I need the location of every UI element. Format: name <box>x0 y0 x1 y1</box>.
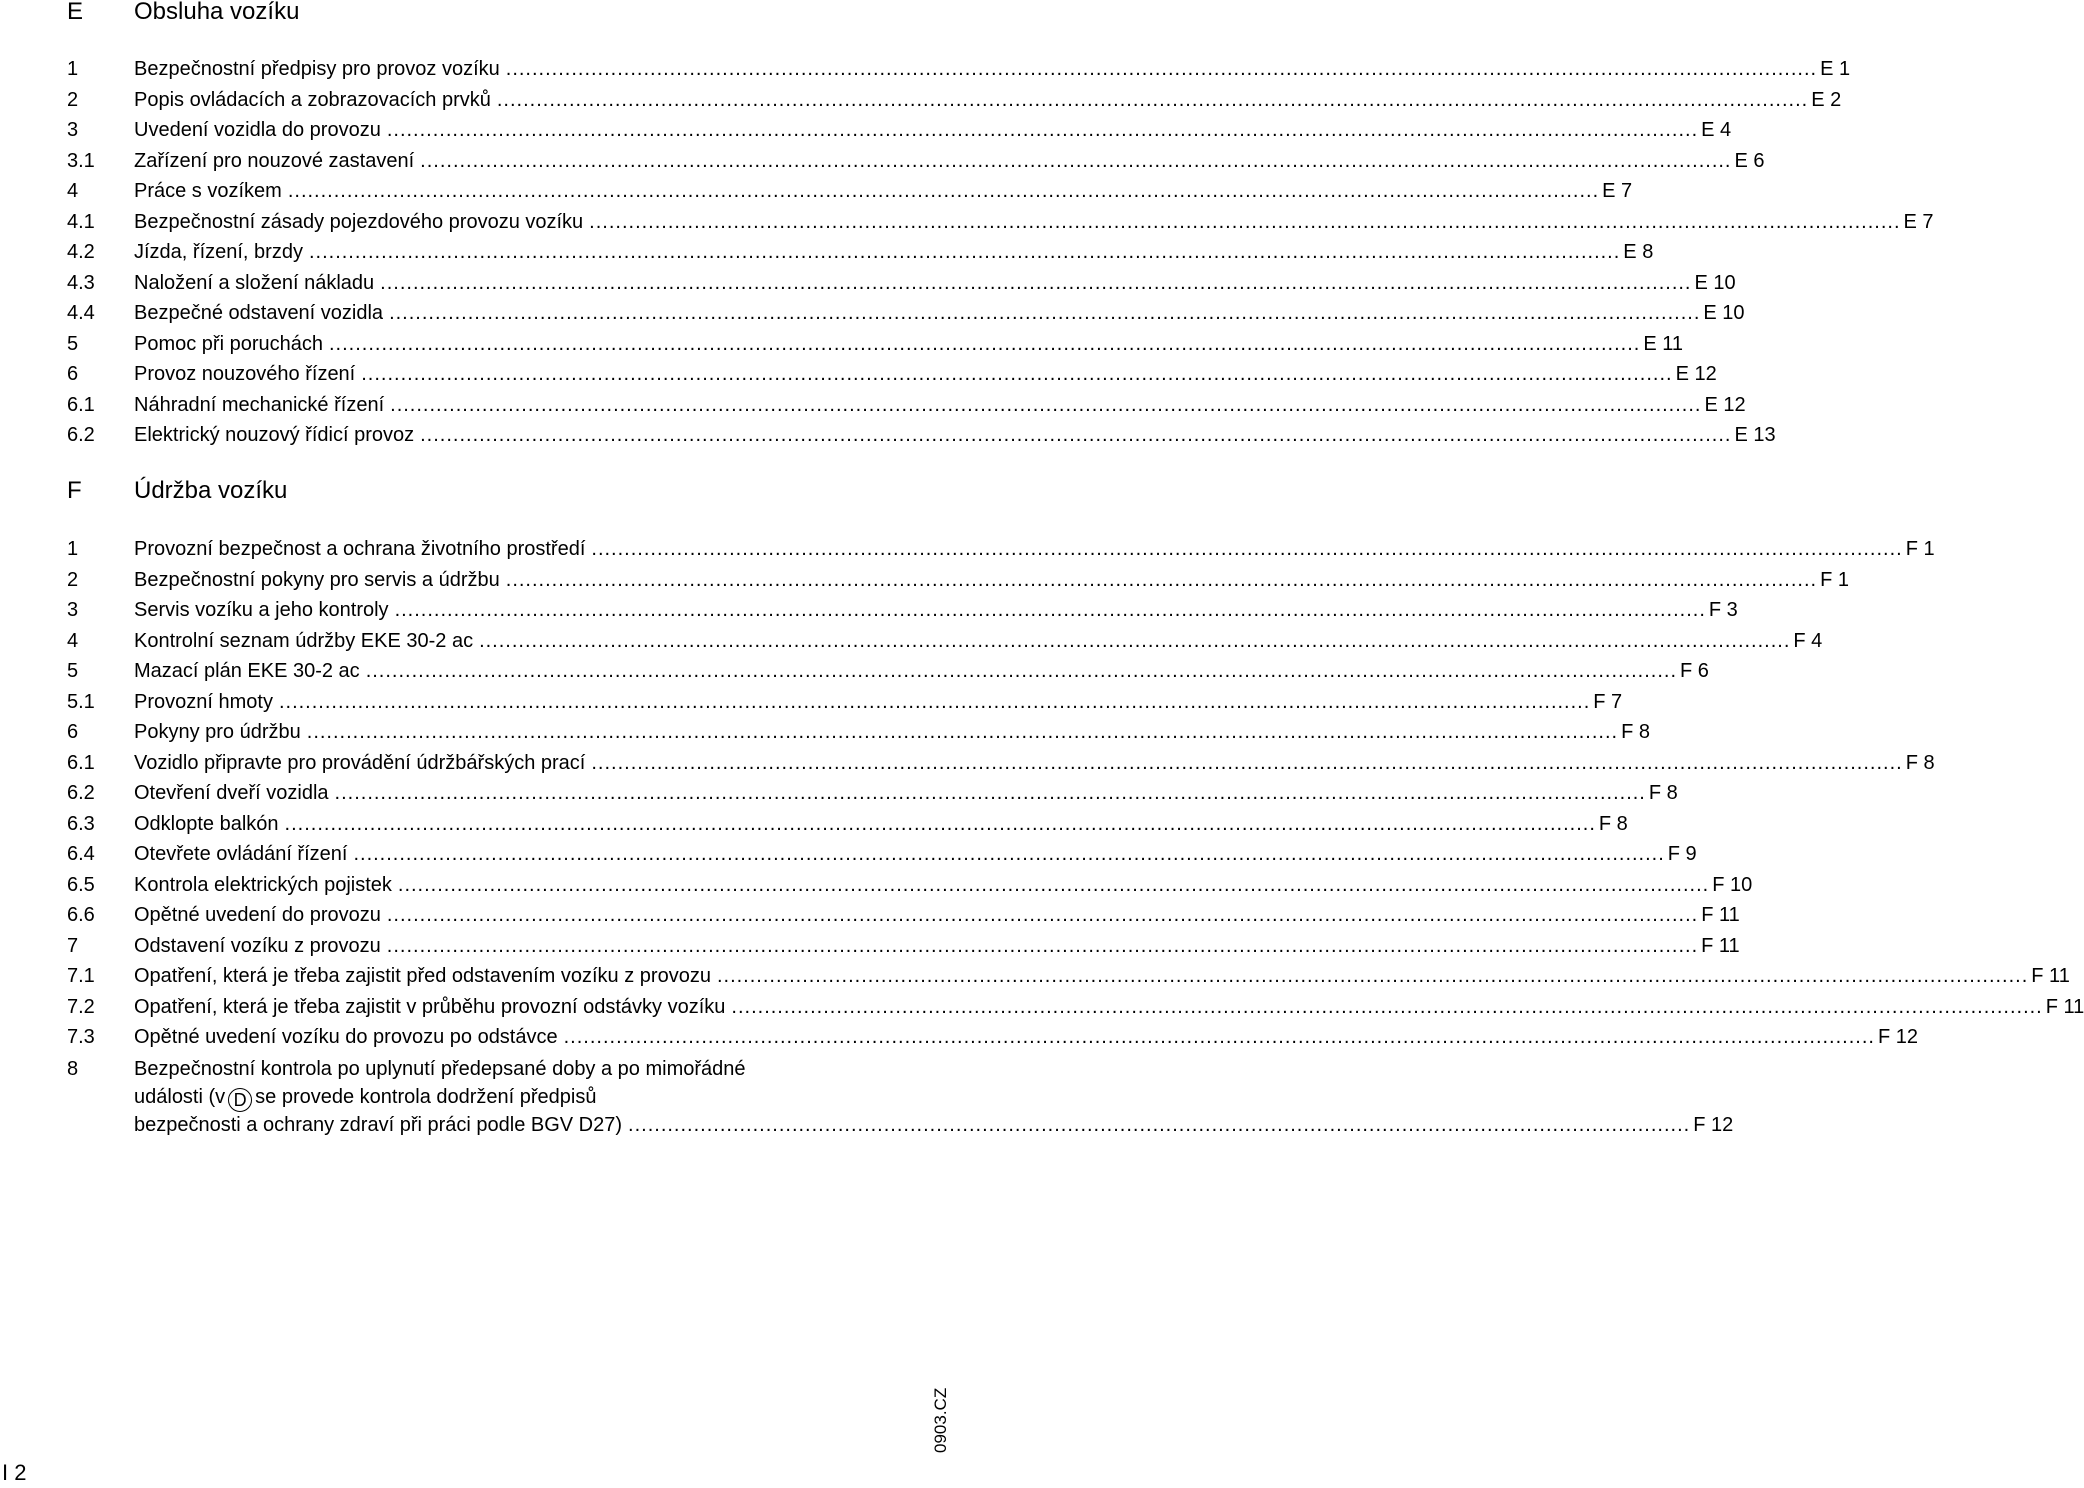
toc-label: Elektrický nouzový řídicí provoz <box>134 424 415 446</box>
toc-entry-line <box>134 534 1935 564</box>
toc-page: F 1 <box>1905 538 1935 560</box>
toc-leader-dots: ........................................................................................................................................................................................................ <box>386 904 1699 926</box>
toc-page: F 12 <box>1877 1026 1918 1048</box>
toc-leader-dots: ........................................................................................................................................................................................................ <box>386 119 1699 141</box>
toc-label: Servis vozíku a jeho kontroly <box>134 599 389 621</box>
toc-entry-line <box>134 687 1623 717</box>
toc-number: 7.2 <box>67 995 95 1018</box>
toc-entry-line <box>134 298 1745 328</box>
toc-page: F 8 <box>1648 782 1678 804</box>
toc-entry[interactable] <box>0 656 1709 687</box>
toc-leader-dots: ........................................................................................................................................................................................................ <box>505 568 1818 591</box>
toc-leader-dots: ........................................................................................................................................................................................................ <box>589 210 1901 233</box>
toc-page: F 11 <box>2045 995 2084 1018</box>
toc-page: E 12 <box>1704 393 1746 416</box>
toc-entry-line <box>134 717 1650 747</box>
toc-leader-dots: ........................................................................................................................................................................................................ <box>284 812 1596 835</box>
toc-label: Popis ovládacích a zobrazovacích prvků <box>134 88 491 111</box>
toc-entry[interactable] <box>0 961 2070 992</box>
toc-entry-line <box>134 595 1738 625</box>
toc-entry[interactable] <box>0 359 1717 390</box>
toc-number: 8 <box>67 1058 79 1080</box>
toc-page: F 3 <box>1708 599 1738 621</box>
toc-leader-dots: ........................................................................................................................................................................................................ <box>308 241 1621 263</box>
toc-entry-line <box>134 176 1633 206</box>
toc-entry[interactable] <box>0 54 1851 85</box>
toc-entry[interactable] <box>0 931 1740 962</box>
toc-label: Bezpečnostní předpisy pro provoz vozíku <box>134 58 500 80</box>
toc-number: 4 <box>67 180 79 202</box>
toc-label: Zařízení pro nouzové zastavení <box>134 149 415 172</box>
toc-page: E 2 <box>1811 88 1842 111</box>
toc-leader-dots: ........................................................................................................................................................................................................ <box>563 1026 1875 1048</box>
toc-number: 3 <box>67 119 79 141</box>
toc-number: 6.5 <box>67 873 95 896</box>
toc-label: Bezpečnostní zásady pojezdového provozu vozíku <box>134 210 584 233</box>
toc-entry[interactable] <box>0 146 1765 177</box>
toc-label: Opětné uvedení do provozu <box>134 904 381 926</box>
section-letter: E <box>67 0 84 25</box>
toc-label: Opatření, která je třeba zajistit před odstavením vozíku z provozu <box>134 965 711 987</box>
toc-entry[interactable] <box>0 420 1776 451</box>
toc-number: 1 <box>67 538 79 560</box>
toc-leader-dots: ........................................................................................................................................................................................................ <box>394 599 1706 621</box>
toc-number: 5 <box>67 660 79 682</box>
toc-entry-line <box>134 778 1678 808</box>
toc-number: 4.2 <box>67 241 95 263</box>
toc-number: 2 <box>67 88 79 111</box>
toc-label: Práce s vozíkem <box>134 180 282 202</box>
section-title: Údržba vozíku <box>134 477 288 504</box>
toc-entry[interactable] <box>0 268 1736 299</box>
toc-entry[interactable] <box>0 329 1683 360</box>
toc-leader-dots: ........................................................................................................................................................................................................ <box>420 424 1732 446</box>
section-letter: F <box>67 477 82 504</box>
toc-entry-line <box>134 931 1740 961</box>
toc-entry[interactable] <box>0 778 1678 809</box>
toc-entry[interactable] <box>0 900 1740 931</box>
toc-entry[interactable] <box>0 687 1623 718</box>
toc-number: 4.1 <box>67 210 95 233</box>
toc-number: 4.4 <box>67 302 95 324</box>
toc-line-1: Bezpečnostní kontrola po uplynutí předepsané doby a po mimořádné <box>134 1058 746 1080</box>
toc-label: Opětné uvedení vozíku do provozu po odstávce <box>134 1026 558 1048</box>
toc-entry-line <box>134 748 1935 778</box>
toc-line-2-before: události (v <box>134 1086 226 1108</box>
toc-entry-line <box>134 115 1732 145</box>
toc-page: F 10 <box>1712 873 1753 896</box>
toc-page: F 8 <box>1621 721 1650 743</box>
toc-entry[interactable] <box>0 298 1745 329</box>
toc-label: Naložení a složení nákladu <box>134 271 375 294</box>
toc-entry-line <box>134 207 1934 237</box>
toc-page: F 11 <box>1701 904 1740 926</box>
toc-leader-dots: ........................................................................................................................................................................................................ <box>353 843 1665 865</box>
toc-page: F 11 <box>2031 965 2070 987</box>
toc-label: Uvedení vozidla do provozu <box>134 119 381 141</box>
toc-label: Provozní hmoty <box>134 690 273 713</box>
toc-leader-dots: ........................................................................................................................................................................................................ <box>496 88 1809 111</box>
toc-leader-dots: ........................................................................................................................................................................................................ <box>479 629 1791 652</box>
toc-page: E 1 <box>1820 58 1851 80</box>
toc-list-f <box>0 534 2084 1053</box>
toc-number: 6.2 <box>67 424 95 446</box>
toc-page: E 11 <box>1643 332 1683 355</box>
toc-label: Kontrolní seznam údržby EKE 30-2 ac <box>134 629 474 652</box>
toc-list-e <box>0 54 1934 451</box>
toc-page: F 7 <box>1593 690 1623 713</box>
toc-entry-line <box>134 992 2084 1022</box>
toc-number: 6.6 <box>67 904 95 926</box>
toc-page: E 10 <box>1703 302 1745 324</box>
document-code: 0903.CZ <box>931 1387 950 1453</box>
toc-entry-line <box>134 359 1717 389</box>
toc-label: Vozidlo připravte pro provádění údržbářských prací <box>134 751 586 774</box>
toc-page: E 13 <box>1734 424 1776 446</box>
toc-entry-line <box>134 626 1823 656</box>
toc-entry[interactable] <box>0 809 1628 840</box>
toc-leader-dots: ........................................................................................................................................................................................................ <box>731 995 2043 1018</box>
toc-leader-dots: ........................................................................................................................................................................................................ <box>591 751 1903 774</box>
toc-label: Otevření dveří vozidla <box>134 782 329 804</box>
toc-label: Odklopte balkón <box>134 812 279 835</box>
toc-leader-dots: ........................................................................................................................................................................................................ <box>397 873 1710 896</box>
toc-page: E 8 <box>1623 241 1654 263</box>
toc-number: 7 <box>67 934 79 957</box>
toc-page: E 10 <box>1694 271 1736 294</box>
toc-number: 2 <box>67 568 79 591</box>
toc-page: F 9 <box>1667 843 1697 865</box>
toc-entry-line <box>134 839 1697 869</box>
toc-label: Náhradní mechanické řízení <box>134 393 385 416</box>
toc-label: Pomoc při poruchách <box>134 332 323 355</box>
toc-leader-dots: ........................................................................................................................................................................................................ <box>365 660 1678 682</box>
toc-entry[interactable] <box>0 1022 1918 1053</box>
toc-page: E 4 <box>1701 119 1732 141</box>
toc-number: 3 <box>67 599 79 621</box>
toc-label: Provoz nouzového řízení <box>134 363 356 385</box>
toc-page: F 8 <box>1598 812 1628 835</box>
toc-leader-dots: ........................................................................................................................................................................................................ <box>389 302 1701 324</box>
toc-entry-line <box>134 809 1628 839</box>
toc-page: E 7 <box>1903 210 1934 233</box>
toc-leader-dots: ........................................................................................................................................................................................................ <box>420 149 1732 172</box>
toc-label: Kontrola elektrických pojistek <box>134 873 392 896</box>
toc-entry-line <box>134 420 1776 450</box>
toc-page: E 7 <box>1602 180 1633 202</box>
toc-label: Pokyny pro údržbu <box>134 721 301 743</box>
toc-page: F 4 <box>1793 629 1823 652</box>
toc-entry-line <box>134 961 2070 991</box>
toc-label: Bezpečnostní pokyny pro servis a údržbu <box>134 568 500 591</box>
toc-entry[interactable] <box>0 390 1746 421</box>
toc-entry-line <box>134 146 1765 176</box>
toc-page: F 8 <box>1905 751 1935 774</box>
toc-leader-dots: ........................................................................................................................................................................................................ <box>390 393 1702 416</box>
toc-label: Otevřete ovládání řízení <box>134 843 348 865</box>
toc-number: 5 <box>67 332 79 355</box>
toc-line-2-after: se provede kontrola dodržení předpisů <box>255 1086 597 1108</box>
toc-entry[interactable] <box>0 85 1842 116</box>
toc-entry[interactable] <box>0 207 1934 238</box>
toc-page: F 6 <box>1680 660 1709 682</box>
toc-leader-dots: ........................................................................................................................................................................................................ <box>306 721 1619 743</box>
toc-number: 6.4 <box>67 843 95 865</box>
page-number: I 2 <box>2 1460 27 1485</box>
section-f-heading <box>0 474 960 508</box>
toc-line-3 <box>134 1111 1734 1139</box>
toc-label: Mazací plán EKE 30-2 ac <box>134 660 360 682</box>
toc-number: 6.2 <box>67 782 95 804</box>
toc-leader-dots: ........................................................................................................................................................................................................ <box>334 782 1646 804</box>
toc-label: Jízda, řízení, brzdy <box>134 241 303 263</box>
toc-entry-line <box>134 900 1740 930</box>
toc-entry[interactable] <box>0 565 1849 596</box>
toc-entry-line <box>134 656 1709 686</box>
toc-page: F 11 <box>1701 934 1740 957</box>
toc-entry[interactable] <box>0 992 2084 1023</box>
toc-label: Opatření, která je třeba zajistit v průběhu provozní odstávky vozíku <box>134 995 726 1018</box>
toc-page: E 6 <box>1734 149 1765 172</box>
toc-leader-dots: ........................................................................................................................................................................................................ <box>328 332 1641 355</box>
toc-entry-line <box>134 54 1851 84</box>
toc-entry[interactable] <box>0 717 1650 748</box>
toc-entry-line <box>134 329 1683 359</box>
toc-leader-dots: ........................................................................................................................................................................................................ <box>278 690 1591 713</box>
toc-label: Provozní bezpečnost a ochrana životního prostředí <box>134 538 586 560</box>
toc-page: F 12 <box>1693 1114 1734 1136</box>
toc-leader-dots: ........................................................................................................................................................................................................ <box>380 271 1692 294</box>
toc-label: Bezpečné odstavení vozidla <box>134 302 384 324</box>
section-e-heading <box>0 0 960 29</box>
toc-line-2 <box>134 1083 884 1111</box>
toc-number: 6.3 <box>67 812 95 835</box>
toc-entry[interactable] <box>0 237 1654 268</box>
toc-number: 5.1 <box>67 690 95 713</box>
toc-entry[interactable] <box>0 870 1753 901</box>
toc-leader-dots: ........................................................................................................................................................................................................ <box>386 934 1699 957</box>
toc-entry-line <box>134 85 1842 115</box>
toc-number: 6.1 <box>67 393 95 416</box>
toc-number: 7.1 <box>67 965 95 987</box>
toc-entry-line <box>134 268 1736 298</box>
toc-number: 1 <box>67 58 79 80</box>
toc-number: 3.1 <box>67 149 95 172</box>
toc-label: bezpečnosti a ochrany zdraví při práci podle BGV D27) <box>134 1114 623 1136</box>
toc-leader-dots: ........................................................................................................................................................................................................ <box>716 965 2029 987</box>
toc-label: Odstavení vozíku z provozu <box>134 934 381 957</box>
toc-number: 6.1 <box>67 751 95 774</box>
toc-entry-line <box>134 237 1654 267</box>
toc-entry-line <box>134 1022 1918 1052</box>
toc-page: E 12 <box>1675 363 1717 385</box>
section-title: Obsluha vozíku <box>134 0 300 25</box>
toc-entry[interactable] <box>0 595 1738 626</box>
toc-entry-line <box>134 565 1849 595</box>
toc-leader-dots: ........................................................................................................................................................................................................ <box>591 538 1903 560</box>
toc-number: 4.3 <box>67 271 95 294</box>
toc-entry-line <box>134 390 1746 420</box>
toc-entry-line <box>134 870 1753 900</box>
toc-number: 7.3 <box>67 1026 95 1048</box>
toc-entry[interactable] <box>0 534 1935 565</box>
toc-entry[interactable] <box>0 176 1633 207</box>
toc-entry[interactable] <box>0 839 1697 870</box>
toc-entry[interactable] <box>0 626 1823 657</box>
toc-page: F 1 <box>1820 568 1849 591</box>
toc-leader-dots: ........................................................................................................................................................................................................ <box>287 180 1600 202</box>
toc-leader-dots: .................................................................................................................................................................. <box>628 1114 1691 1136</box>
toc-number: 4 <box>67 629 79 652</box>
toc-number: 6 <box>67 363 79 385</box>
toc-entry[interactable] <box>0 115 1732 146</box>
toc-leader-dots: ........................................................................................................................................................................................................ <box>361 363 1673 385</box>
toc-leader-dots: ........................................................................................................................................................................................................ <box>505 58 1818 80</box>
toc-entry[interactable] <box>0 748 1935 779</box>
country-symbol-icon: D <box>228 1088 252 1112</box>
toc-number: 6 <box>67 721 79 743</box>
